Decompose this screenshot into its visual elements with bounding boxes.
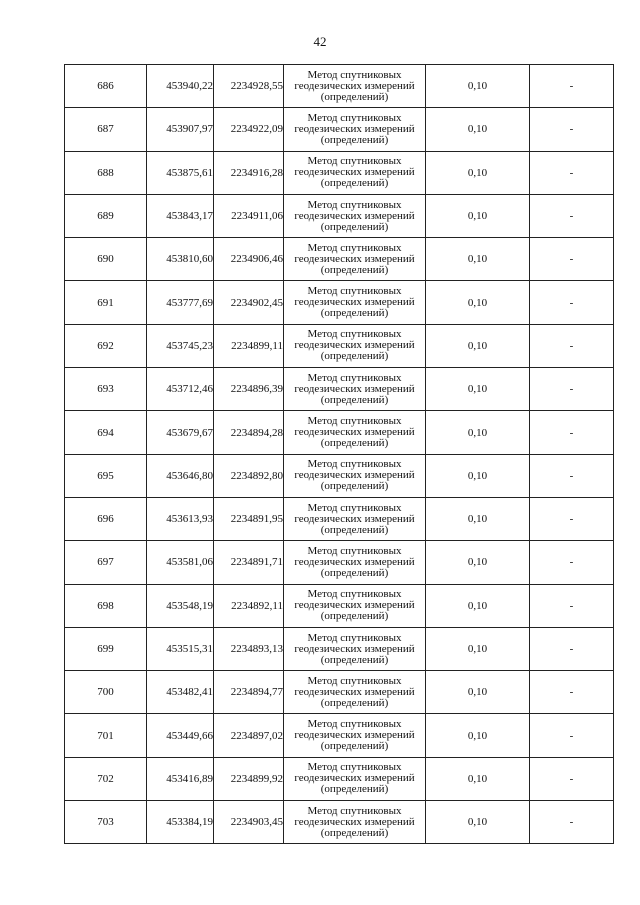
method-line: Метод спутниковых: [307, 544, 402, 557]
note-cell: -: [530, 497, 614, 540]
method-line: (определений): [320, 133, 389, 146]
x-coordinate-cell: 453416,89: [147, 757, 214, 800]
note-cell: -: [530, 541, 614, 584]
x-coordinate-cell: 453907,97: [147, 108, 214, 151]
method-line: геодезических измерений: [294, 209, 415, 222]
note-cell: -: [530, 194, 614, 237]
method-line: (определений): [320, 740, 389, 753]
table-row: [65, 801, 614, 844]
point-number-cell: 691: [65, 281, 147, 324]
table-row: [65, 281, 614, 324]
table-row: [65, 368, 614, 411]
method-line: Метод спутниковых: [307, 674, 402, 687]
method-cell: [284, 541, 426, 584]
x-coordinate-cell: 453679,67: [147, 411, 214, 454]
method-cell: [284, 671, 426, 714]
method-line: геодезических измерений: [294, 729, 415, 742]
accuracy-cell: 0,10: [426, 281, 530, 324]
table-row: [65, 497, 614, 540]
y-coordinate-cell: 2234902,45: [214, 281, 284, 324]
method-cell: [284, 757, 426, 800]
point-number-cell: 696: [65, 497, 147, 540]
y-coordinate-cell: 2234892,11: [214, 584, 284, 627]
accuracy-cell: 0,10: [426, 65, 530, 108]
y-coordinate-cell: 2234916,28: [214, 151, 284, 194]
method-line: геодезических измерений: [294, 599, 415, 612]
point-number-cell: 700: [65, 671, 147, 714]
method-line: геодезических измерений: [294, 252, 415, 265]
point-number-cell: 687: [65, 108, 147, 151]
note-cell: -: [530, 454, 614, 497]
method-cell: [284, 368, 426, 411]
method-line: Метод спутниковых: [307, 501, 402, 514]
table-row: [65, 671, 614, 714]
method-line: геодезических измерений: [294, 79, 415, 92]
method-line: (определений): [320, 90, 389, 103]
accuracy-cell: 0,10: [426, 541, 530, 584]
x-coordinate-cell: 453384,19: [147, 801, 214, 844]
note-cell: -: [530, 801, 614, 844]
x-coordinate-cell: 453843,17: [147, 194, 214, 237]
method-line: (определений): [320, 307, 389, 320]
note-cell: -: [530, 757, 614, 800]
note-cell: -: [530, 411, 614, 454]
point-number-cell: 702: [65, 757, 147, 800]
table-row: [65, 411, 614, 454]
method-line: Метод спутниковых: [307, 198, 402, 211]
method-cell: [284, 801, 426, 844]
method-line: Метод спутниковых: [307, 804, 402, 817]
method-line: (определений): [320, 783, 389, 796]
method-line: геодезических измерений: [294, 296, 415, 309]
method-line: геодезических измерений: [294, 815, 415, 828]
method-cell: [284, 151, 426, 194]
method-cell: [284, 714, 426, 757]
y-coordinate-cell: 2234928,55: [214, 65, 284, 108]
table-row: [65, 454, 614, 497]
method-cell: [284, 324, 426, 367]
method-line: геодезических измерений: [294, 122, 415, 135]
coordinates-table: [64, 64, 614, 844]
y-coordinate-cell: 2234899,92: [214, 757, 284, 800]
method-line: геодезических измерений: [294, 339, 415, 352]
table-row: [65, 108, 614, 151]
point-number-cell: 686: [65, 65, 147, 108]
y-coordinate-cell: 2234911,06: [214, 194, 284, 237]
y-coordinate-cell: 2234922,09: [214, 108, 284, 151]
note-cell: -: [530, 281, 614, 324]
point-number-cell: 690: [65, 238, 147, 281]
point-number-cell: 692: [65, 324, 147, 367]
method-line: геодезических измерений: [294, 166, 415, 179]
method-line: (определений): [320, 263, 389, 276]
point-number-cell: 697: [65, 541, 147, 584]
method-line: геодезических измерений: [294, 642, 415, 655]
table-row: [65, 194, 614, 237]
point-number-cell: 701: [65, 714, 147, 757]
accuracy-cell: 0,10: [426, 368, 530, 411]
note-cell: -: [530, 584, 614, 627]
accuracy-cell: 0,10: [426, 671, 530, 714]
method-line: Метод спутниковых: [307, 155, 402, 168]
method-line: Метод спутниковых: [307, 761, 402, 774]
y-coordinate-cell: 2234894,77: [214, 671, 284, 714]
method-line: Метод спутниковых: [307, 111, 402, 124]
method-line: Метод спутниковых: [307, 285, 402, 298]
table-row: [65, 714, 614, 757]
y-coordinate-cell: 2234903,45: [214, 801, 284, 844]
method-line: Метод спутниковых: [307, 371, 402, 384]
y-coordinate-cell: 2234899,11: [214, 324, 284, 367]
method-line: Метод спутниковых: [307, 68, 402, 81]
method-line: геодезических измерений: [294, 512, 415, 525]
method-cell: [284, 238, 426, 281]
point-number-cell: 698: [65, 584, 147, 627]
x-coordinate-cell: 453810,60: [147, 238, 214, 281]
method-cell: [284, 584, 426, 627]
point-number-cell: 693: [65, 368, 147, 411]
note-cell: -: [530, 238, 614, 281]
method-line: (определений): [320, 696, 389, 709]
y-coordinate-cell: 2234897,02: [214, 714, 284, 757]
x-coordinate-cell: 453646,80: [147, 454, 214, 497]
point-number-cell: 703: [65, 801, 147, 844]
table-row: [65, 238, 614, 281]
y-coordinate-cell: 2234891,95: [214, 497, 284, 540]
method-line: геодезических измерений: [294, 426, 415, 439]
method-line: Метод спутниковых: [307, 415, 402, 428]
accuracy-cell: 0,10: [426, 194, 530, 237]
method-line: (определений): [320, 610, 389, 623]
method-cell: [284, 627, 426, 670]
method-cell: [284, 497, 426, 540]
accuracy-cell: 0,10: [426, 454, 530, 497]
note-cell: -: [530, 714, 614, 757]
point-number-cell: 699: [65, 627, 147, 670]
note-cell: -: [530, 627, 614, 670]
x-coordinate-cell: 453449,66: [147, 714, 214, 757]
method-cell: [284, 65, 426, 108]
method-line: (определений): [320, 480, 389, 493]
y-coordinate-cell: 2234892,80: [214, 454, 284, 497]
method-line: Метод спутниковых: [307, 588, 402, 601]
method-cell: [284, 411, 426, 454]
note-cell: -: [530, 151, 614, 194]
table-row: [65, 151, 614, 194]
accuracy-cell: 0,10: [426, 324, 530, 367]
accuracy-cell: 0,10: [426, 714, 530, 757]
point-number-cell: 689: [65, 194, 147, 237]
method-line: (определений): [320, 177, 389, 190]
accuracy-cell: 0,10: [426, 801, 530, 844]
method-line: (определений): [320, 653, 389, 666]
method-line: (определений): [320, 826, 389, 839]
method-line: (определений): [320, 220, 389, 233]
coordinates-table-body: [65, 65, 614, 844]
method-line: геодезических измерений: [294, 555, 415, 568]
method-line: Метод спутниковых: [307, 328, 402, 341]
y-coordinate-cell: 2234894,28: [214, 411, 284, 454]
note-cell: -: [530, 671, 614, 714]
y-coordinate-cell: 2234896,39: [214, 368, 284, 411]
point-number-cell: 694: [65, 411, 147, 454]
note-cell: -: [530, 65, 614, 108]
method-line: геодезических измерений: [294, 382, 415, 395]
accuracy-cell: 0,10: [426, 151, 530, 194]
method-line: Метод спутниковых: [307, 458, 402, 471]
x-coordinate-cell: 453712,46: [147, 368, 214, 411]
method-line: (определений): [320, 566, 389, 579]
method-cell: [284, 108, 426, 151]
table-row: [65, 541, 614, 584]
x-coordinate-cell: 453482,41: [147, 671, 214, 714]
x-coordinate-cell: 453940,22: [147, 65, 214, 108]
x-coordinate-cell: 453613,93: [147, 497, 214, 540]
table-row: [65, 65, 614, 108]
y-coordinate-cell: 2234906,46: [214, 238, 284, 281]
accuracy-cell: 0,10: [426, 584, 530, 627]
method-line: (определений): [320, 523, 389, 536]
point-number-cell: 688: [65, 151, 147, 194]
accuracy-cell: 0,10: [426, 108, 530, 151]
point-number-cell: 695: [65, 454, 147, 497]
method-line: геодезических измерений: [294, 469, 415, 482]
accuracy-cell: 0,10: [426, 757, 530, 800]
method-cell: [284, 194, 426, 237]
x-coordinate-cell: 453515,31: [147, 627, 214, 670]
method-line: Метод спутниковых: [307, 631, 402, 644]
method-line: (определений): [320, 437, 389, 450]
note-cell: -: [530, 368, 614, 411]
table-row: [65, 584, 614, 627]
accuracy-cell: 0,10: [426, 411, 530, 454]
accuracy-cell: 0,10: [426, 627, 530, 670]
table-row: [65, 757, 614, 800]
method-line: (определений): [320, 393, 389, 406]
x-coordinate-cell: 453548,19: [147, 584, 214, 627]
accuracy-cell: 0,10: [426, 238, 530, 281]
table-row: [65, 627, 614, 670]
method-line: геодезических измерений: [294, 685, 415, 698]
table-row: [65, 324, 614, 367]
method-line: Метод спутниковых: [307, 241, 402, 254]
y-coordinate-cell: 2234891,71: [214, 541, 284, 584]
method-line: геодезических измерений: [294, 772, 415, 785]
page-number: 42: [313, 34, 327, 49]
method-line: Метод спутниковых: [307, 718, 402, 731]
method-line: (определений): [320, 350, 389, 363]
method-cell: [284, 454, 426, 497]
x-coordinate-cell: 453745,23: [147, 324, 214, 367]
x-coordinate-cell: 453875,61: [147, 151, 214, 194]
method-cell: [284, 281, 426, 324]
note-cell: -: [530, 108, 614, 151]
x-coordinate-cell: 453777,69: [147, 281, 214, 324]
note-cell: -: [530, 324, 614, 367]
y-coordinate-cell: 2234893,13: [214, 627, 284, 670]
x-coordinate-cell: 453581,06: [147, 541, 214, 584]
accuracy-cell: 0,10: [426, 497, 530, 540]
